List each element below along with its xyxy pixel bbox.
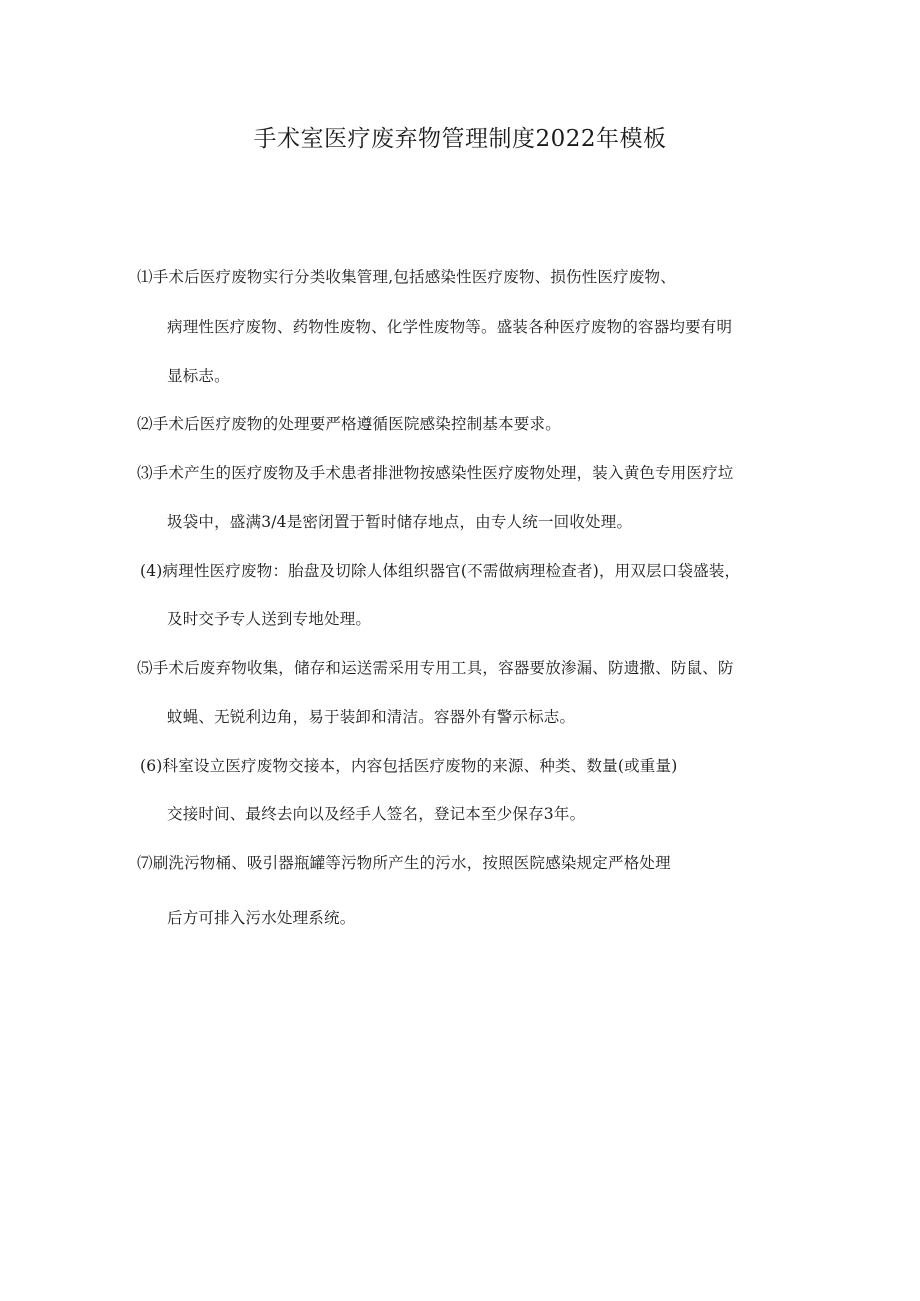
item-2-line-1: ⑵手术后医疗废物的处理要严格遵循医院感染控制基本要求。 bbox=[137, 415, 561, 433]
item-5-line-2: 蚊蝇、无锐利边角，易于装卸和清洁。容器外有警示标志。 bbox=[167, 708, 576, 726]
item-4-line-1: (4)病理性医疗废物：胎盘及切除人体组织器官(不需做病理检查者)，用双层口袋盛装， bbox=[140, 562, 741, 580]
item-1-line-3: 显标志。 bbox=[167, 367, 230, 385]
item-3-line-2: 圾袋中，盛满3/4是密闭置于暂时储存地点，由专人统一回收处理。 bbox=[167, 513, 633, 531]
item-6-line-2: 交接时间、最终去向以及经手人签名，登记本至少保存3年。 bbox=[167, 805, 586, 823]
item-3-line-1: ⑶手术产生的医疗废物及手术患者排泄物按感染性医疗废物处理，装入黄色专用医疗垃 bbox=[137, 464, 734, 482]
item-5-line-1: ⑸手术后废弃物收集，储存和运送需采用专用工具，容器要放渗漏、防遗撒、防鼠、防 bbox=[137, 659, 734, 677]
item-6-line-1: (6)科室设立医疗废物交接本，内容包括医疗废物的来源、种类、数量(或重量) bbox=[140, 757, 678, 775]
item-4-line-2: 及时交予专人送到专地处理。 bbox=[167, 610, 372, 628]
document-title: 手术室医疗废弃物管理制度2022年模板 bbox=[253, 126, 667, 152]
item-1-line-1: ⑴手术后医疗废物实行分类收集管理,包括感染性医疗废物、损伤性医疗废物、 bbox=[137, 268, 676, 286]
item-7-line-1: ⑺刷洗污物桶、吸引器瓶罐等污物所产生的污水，按照医院感染规定严格处理 bbox=[137, 854, 671, 872]
item-1-line-2: 病理性医疗废物、药物性废物、化学性废物等。盛装各种医疗废物的容器均要有明 bbox=[167, 318, 733, 336]
item-7-line-2: 后方可排入污水处理系统。 bbox=[167, 909, 356, 927]
